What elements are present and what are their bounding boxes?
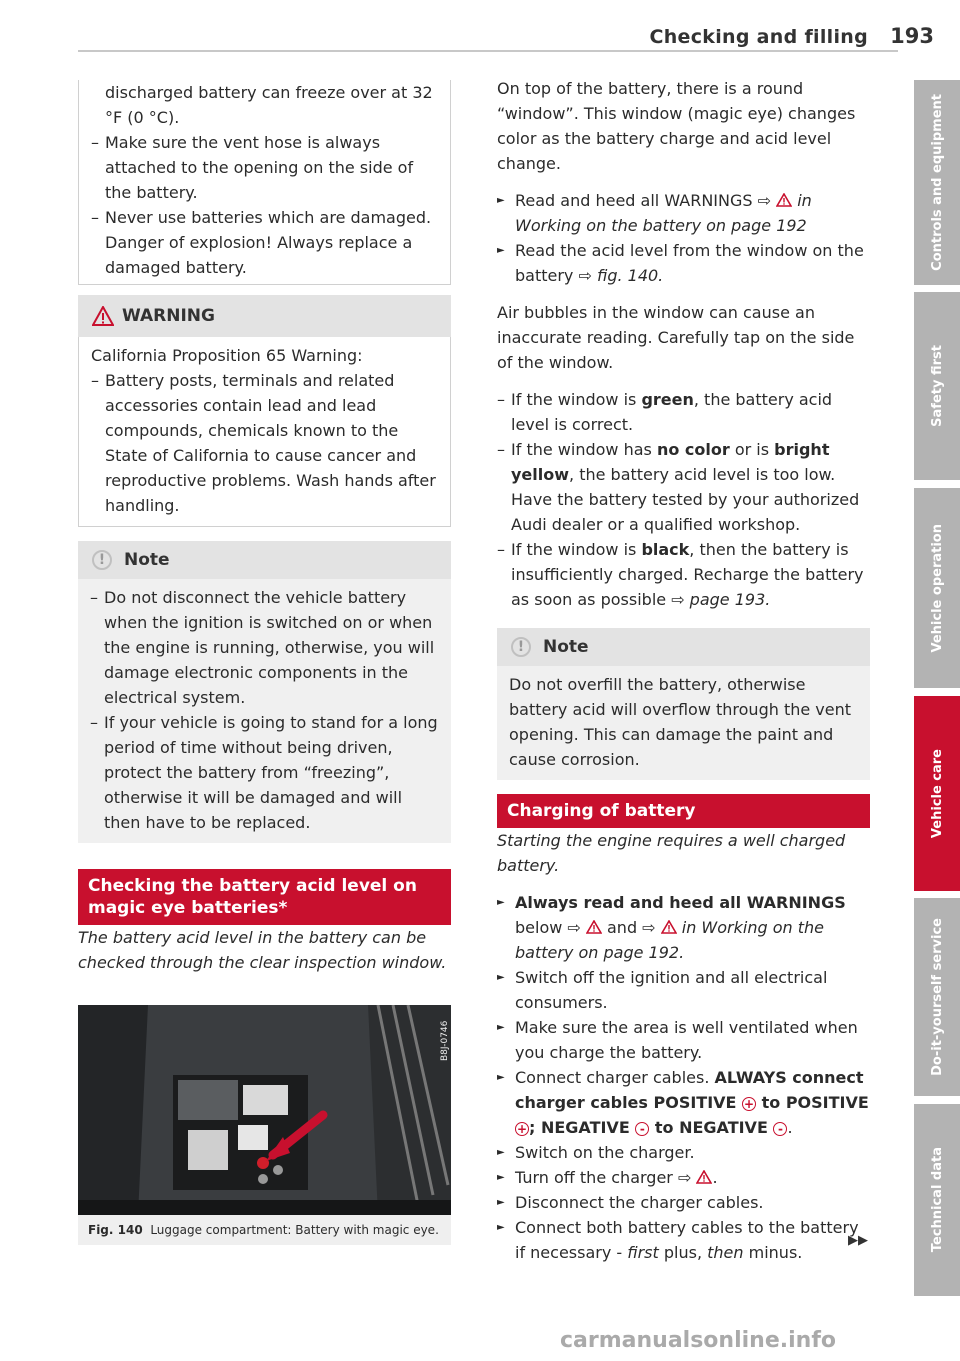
note-item: – If your vehicle is going to stand for a long period of time without being driven, protect the battery from “freezing”, otherwise it will be damaged and will then have to be replaced. bbox=[90, 710, 439, 835]
negative-terminal-icon: - bbox=[635, 1122, 649, 1136]
tab-controls-and-equipment[interactable]: Controls and equipment bbox=[914, 80, 960, 285]
section-intro: Starting the engine requires a well charged battery. bbox=[497, 831, 846, 875]
note-text: Do not overfill the battery, otherwise battery acid will overflow through the vent opening. This can damage the paint and cause corrosion. bbox=[509, 675, 852, 769]
warning-intro: California Proposition 65 Warning: bbox=[91, 346, 363, 365]
note-body bbox=[497, 666, 870, 780]
tab-safety-first[interactable]: Safety first bbox=[914, 292, 960, 480]
instruction-item: ► Disconnect the charger cables. bbox=[497, 1190, 870, 1215]
warning-body bbox=[78, 337, 451, 527]
paragraph: Air bubbles in the window can cause an inaccurate reading. Carefully tap on the side of the window. bbox=[497, 303, 855, 372]
battery-photo bbox=[78, 1005, 451, 1215]
warning-text: discharged battery can freeze over at 32 °F (0 °C). bbox=[105, 83, 433, 127]
note-body bbox=[78, 579, 451, 843]
figure-reference[interactable]: ⇨ fig. 140. bbox=[578, 266, 664, 285]
warning-triangle-icon bbox=[661, 920, 677, 934]
page-reference[interactable]: ⇨ page 193. bbox=[671, 590, 771, 609]
positive-terminal-icon: + bbox=[744, 1097, 755, 1111]
tab-do-it-yourself-service[interactable]: Do-it-yourself service bbox=[914, 898, 960, 1096]
instruction-item: ► Connect both battery cables to the battery if necessary - first plus, then minus. bbox=[497, 1215, 870, 1265]
negative-terminal-icon: - bbox=[773, 1122, 787, 1136]
instruction-item: ► Switch off the ignition and all electrical consumers. bbox=[497, 965, 870, 1015]
page-number: 193 bbox=[890, 24, 934, 48]
warning-item: – Battery posts, terminals and related accessories contain lead and lead compounds, chemicals known to the State of California to cause cancer and reproductive problems. Wash hands after handling. bbox=[91, 368, 438, 518]
battery-figure bbox=[78, 1005, 451, 1215]
list-item: – If the window is black, then the battery is insufficiently charged. Recharge the battery as soon as possible ⇨ page 193. bbox=[497, 537, 870, 612]
list-item: – If the window is green, the battery acid level is correct. bbox=[497, 387, 870, 437]
section-title: Checking and filling bbox=[649, 26, 868, 48]
note-item: – Do not disconnect the vehicle battery when the ignition is switched on or when the engine is running, otherwise, you will damage electronic components in the electrical system. bbox=[90, 585, 439, 710]
warning-item: – Never use batteries which are damaged. Danger of explosion! Always replace a damaged battery. bbox=[91, 205, 438, 280]
warning-triangle-icon bbox=[776, 193, 792, 207]
tab-technical-data[interactable]: Technical data bbox=[914, 1104, 960, 1296]
right-column bbox=[497, 76, 870, 1265]
warning-continued-box bbox=[78, 80, 451, 285]
paragraph: On top of the battery, there is a round “window”. This window (magic eye) changes color as the battery charge and acid level change. bbox=[497, 79, 856, 173]
note-info-icon: ! bbox=[511, 637, 531, 657]
section-heading: Charging of battery bbox=[497, 794, 870, 828]
tab-vehicle-operation[interactable]: Vehicle operation bbox=[914, 488, 960, 688]
warning-title: WARNING bbox=[122, 305, 215, 326]
note-header bbox=[78, 541, 451, 579]
note-header bbox=[497, 628, 870, 666]
left-column bbox=[78, 80, 451, 1245]
warning-triangle-icon bbox=[696, 1170, 712, 1184]
note-title: Note bbox=[543, 636, 589, 657]
header-rule bbox=[78, 50, 898, 52]
instruction-item: ► Turn off the charger ⇨ . bbox=[497, 1165, 870, 1190]
figure-code: B8J-0746 bbox=[440, 1020, 450, 1061]
figure-caption-text: Luggage compartment: Battery with magic eye. bbox=[150, 1223, 439, 1237]
cross-reference[interactable]: in Working on the battery on page 192 bbox=[515, 191, 812, 235]
warning-triangle-icon bbox=[586, 920, 602, 934]
instruction-item: ► Switch on the charger. bbox=[497, 1140, 870, 1165]
tab-vehicle-care[interactable]: Vehicle care bbox=[914, 696, 960, 891]
instruction-item: ► Read the acid level from the window on the battery ⇨ fig. 140. bbox=[497, 238, 870, 288]
warning-item: – Make sure the vent hose is always attached to the opening on the side of the battery. bbox=[91, 130, 438, 205]
figure-label: Fig. 140 bbox=[88, 1223, 143, 1237]
warning-header bbox=[78, 295, 451, 337]
watermark: carmanualsonline.info bbox=[560, 1328, 836, 1353]
cross-reference[interactable]: in Working on the battery on page 192. bbox=[515, 918, 824, 962]
section-heading: Checking the battery acid level on magic eye batteries* bbox=[78, 869, 451, 925]
positive-terminal-icon: + bbox=[516, 1122, 528, 1136]
figure-caption bbox=[78, 1215, 451, 1245]
continue-arrow-icon: ▶▶ bbox=[848, 1233, 868, 1248]
instruction-item: ► Read and heed all WARNINGS ⇨ in Working on the battery on page 192 bbox=[497, 188, 870, 238]
list-item: – If the window has no color or is bright yellow, the battery acid level is too low. Have the battery tested by your authorized Audi dealer or a qualified workshop. bbox=[497, 437, 870, 537]
instruction-item: ► Always read and heed all WARNINGS below ⇨ and ⇨ in Working on the battery on page 192. bbox=[497, 890, 870, 965]
note-title: Note bbox=[124, 549, 170, 570]
section-intro: The battery acid level in the battery can be checked through the clear inspection window. bbox=[78, 928, 447, 972]
warning-triangle-icon bbox=[92, 306, 114, 326]
instruction-item: ► Connect charger cables. ALWAYS connect charger cables POSITIVE + to POSITIVE + ; NEGATIVE - to NEGATIVE - . bbox=[497, 1065, 870, 1140]
note-info-icon: ! bbox=[92, 550, 112, 570]
instruction-item: ► Make sure the area is well ventilated when you charge the battery. bbox=[497, 1015, 870, 1065]
